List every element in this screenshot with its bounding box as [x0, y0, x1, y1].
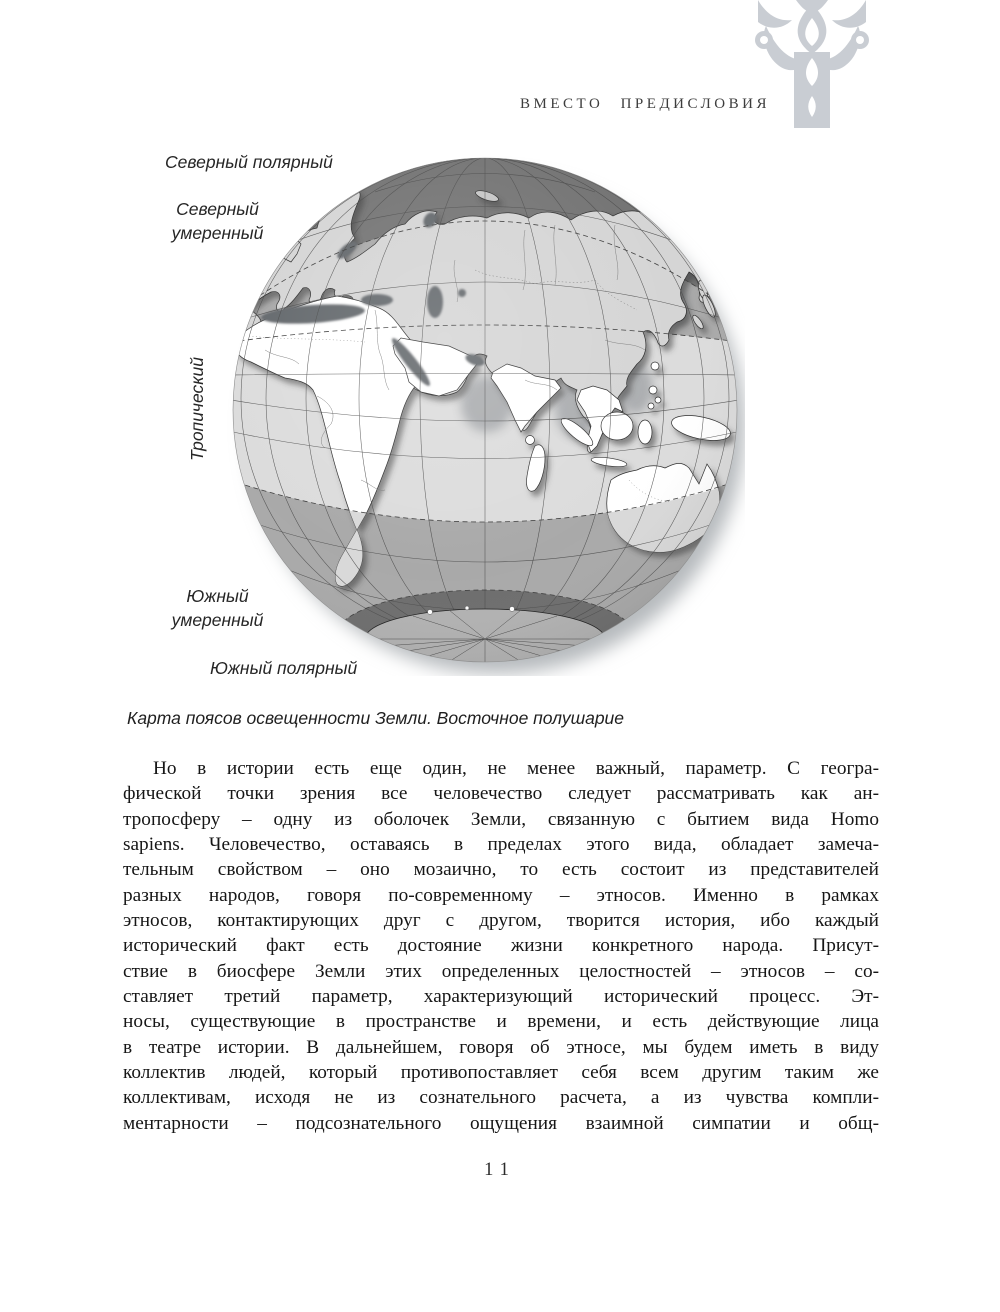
body-line: носы, существующие в пространстве и времени, и есть действующие лица: [123, 1011, 879, 1033]
zone-label-south-polar: Южный полярный: [210, 658, 358, 678]
body-line: ставляет третий параметр, характеризующий исторический процесс. Эт-: [123, 986, 879, 1008]
running-head: ВМЕСТО ПРЕДИСЛОВИЯ: [520, 96, 770, 112]
zone-label-line: умеренный: [171, 223, 264, 243]
zone-label-tropical: Тропический: [187, 357, 207, 462]
body-line: sapiens. Человечество, оставаясь в пределах этого вида, обладает замеча-: [123, 834, 879, 856]
body-line: тельным свойством – оно мозаично, то есть состоит из представителей: [123, 859, 879, 881]
zone-label-north-temperate: [150, 197, 285, 245]
body-line: коллектив людей, который противопоставляет себя всем другим таким же: [123, 1062, 879, 1084]
body-line: Но в истории есть еще один, не менее важный, параметр. С геогра-: [153, 758, 879, 779]
body-line: ментарности – подсознательного ощущения взаимной симпатии и общ-: [123, 1112, 879, 1134]
figure-caption: Карта поясов освещенности Земли. Восточное полушарие: [127, 708, 625, 728]
body-line: в театре истории. В дальнейшем, говоря об этносе, мы будем иметь в виду: [123, 1036, 879, 1058]
body-line: тропосферу – одну из оболочек Земли, связанную с бытием вида Homo: [123, 808, 879, 830]
body-line: разных народов, говоря по-современному – этносов. Именно в рамках: [123, 884, 879, 906]
body-text: [123, 756, 879, 1136]
zone-label-line: умеренный: [171, 610, 264, 630]
body-line: коллективам, исходя не из сознательного расчета, а из чувства компли-: [123, 1087, 879, 1109]
body-line: исторический факт есть достояние жизни конкретного народа. Присут-: [123, 935, 879, 957]
zone-label-south-temperate: [150, 584, 285, 632]
zone-label-line: Северный: [176, 199, 259, 219]
zone-label-north-polar: Северный полярный: [165, 152, 333, 172]
body-line: фической точки зрения все человечество следует рассматривать как ан-: [123, 783, 879, 805]
zone-label-line: Южный: [186, 586, 249, 606]
page-number: 11: [484, 1160, 516, 1180]
body-line: ствие в биосфере Земли этих определенных целостностей – этносов – со-: [123, 960, 879, 982]
body-line: этносов, контактирующих друг с другом, творится история, ибо каждый: [123, 910, 879, 932]
globe-map: [225, 150, 745, 676]
